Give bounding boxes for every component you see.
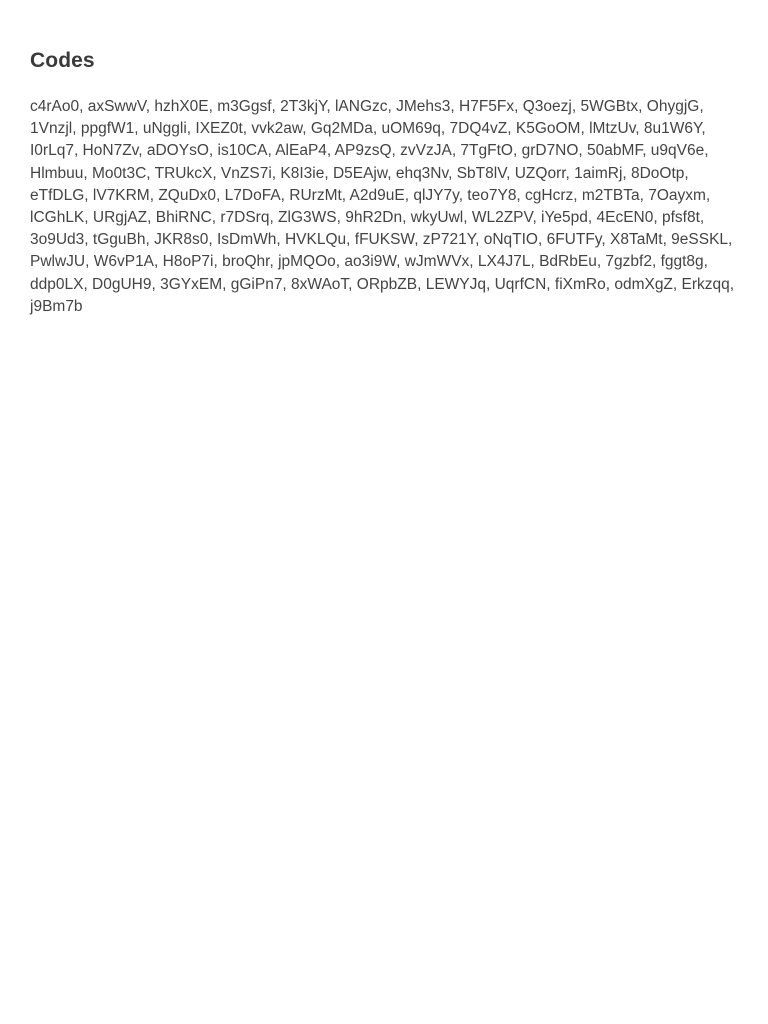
codes-page (30, 0, 740, 318)
codes-list-text: c4rAo0, axSwwV, hzhX0E, m3Ggsf, 2T3kjY, lANGzc, JMehs3, H7F5Fx, Q3oezj, 5WGBtx, OhygjG, 1Vnzjl, ppgfW1, uNggli, IXEZ0t, vvk2aw, Gq2MDa, uOM69q, 7DQ4vZ, K5GoOM, lMtzUv, 8u1W6Y, I0rLq7, HoN7Zv, aDOYsO, is10CA, AlEaP4, AP9zsQ, zvVzJA, 7TgFtO, grD7NO, 50abMF, u9qV6e, Hlmbuu, Mo0t3C, TRUkcX, VnZS7i, K8I3ie, D5EAjw, ehq3Nv, SbT8lV, UZQorr, 1aimRj, 8DoOtp, eTfDLG, lV7KRM, ZQuDx0, L7DoFA, RUrzMt, A2d9uE, qlJY7y, teo7Y8, cgHcrz, m2TBTa, 7Oayxm, lCGhLK, URgjAZ, BhiRNC, r7DSrq, ZlG3WS, 9hR2Dn, wkyUwl, WL2ZPV, iYe5pd, 4EcEN0, pfsf8t, 3o9Ud3, tGguBh, JKR8s0, IsDmWh, HVKLQu, fFUKSW, zP721Y, oNqTIO, 6FUTFy, X8TaMt, 9eSSKL, PwlwJU, W6vP1A, H8oP7i, broQhr, jpMQOo, ao3i9W, wJmWVx, LX4J7L, BdRbEu, 7gzbf2, fggt8g, ddp0LX, D0gUH9, 3GYxEM, gGiPn7, 8xWAoT, ORpbZB, LEWYJq, UqrfCN, fiXmRo, odmXgZ, Erkzqq, j9Bm7b (30, 98, 735, 315)
page-title: Codes (30, 49, 95, 72)
